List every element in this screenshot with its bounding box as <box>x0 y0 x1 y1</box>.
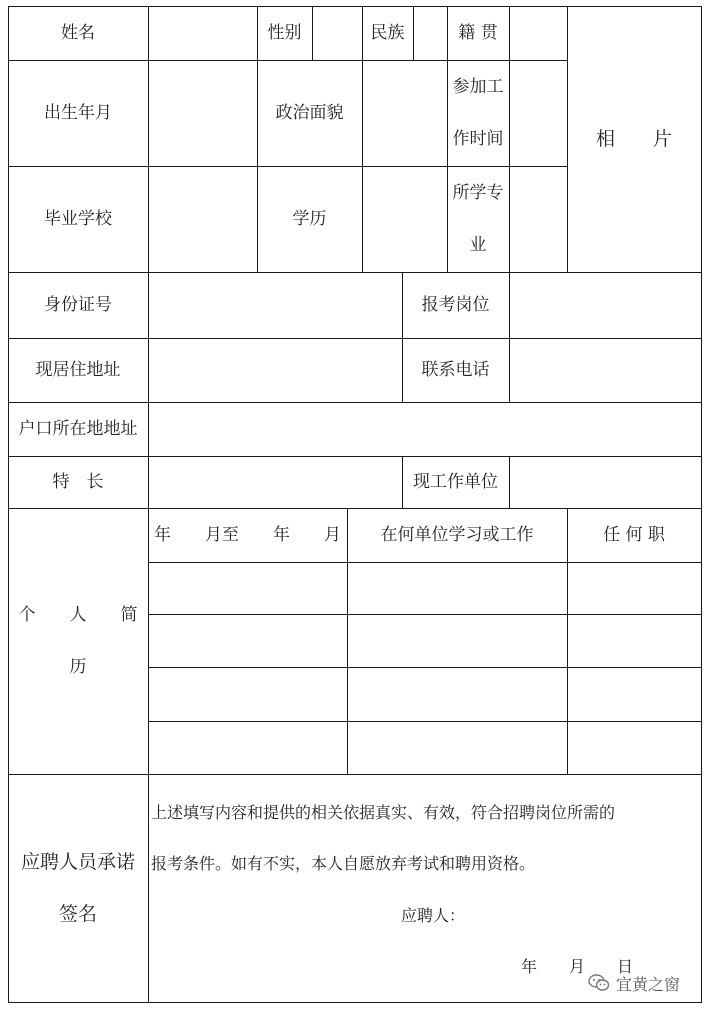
label-commitment <box>8 774 148 1002</box>
resume-title-field[interactable] <box>568 563 701 614</box>
resume-unit-field[interactable] <box>348 615 567 667</box>
label-education: 学历 <box>292 208 327 229</box>
resume-header-title: 任 何 职 <box>603 524 665 545</box>
label-photo: 相 片 <box>595 127 672 150</box>
label-gender: 性别 <box>267 22 302 43</box>
work-start-field[interactable] <box>510 61 567 166</box>
resume-period-field[interactable] <box>149 615 347 667</box>
label-major-line1: 所学专 <box>452 183 504 203</box>
school-field[interactable] <box>149 167 257 272</box>
label-hukou-address: 户口所在地地址 <box>18 418 138 439</box>
resume-unit-field[interactable] <box>348 563 567 614</box>
label-position: 报考岗位 <box>421 294 490 315</box>
label-birth: 出生年月 <box>44 102 112 123</box>
major-field[interactable] <box>510 167 567 272</box>
label-commitment-line1: 应聘人员承诺 <box>20 851 135 873</box>
label-major-line2: 业 <box>469 235 487 255</box>
signature-date: 年 月 日 <box>521 957 634 976</box>
signature-field[interactable] <box>470 900 670 932</box>
watermark <box>588 971 680 995</box>
label-political-status: 政治面貌 <box>275 102 344 123</box>
label-phone: 联系电话 <box>421 359 490 380</box>
resume-title-field[interactable] <box>568 668 701 721</box>
wechat-icon <box>588 974 610 992</box>
resume-header-unit: 在何单位学习或工作 <box>380 524 534 545</box>
political-status-field[interactable] <box>363 61 447 166</box>
photo-area[interactable] <box>568 7 701 272</box>
id-number-field[interactable] <box>149 273 402 338</box>
resume-period-field[interactable] <box>149 668 347 721</box>
specialty-field[interactable] <box>149 457 402 508</box>
label-work-start-line2: 作时间 <box>452 129 504 149</box>
phone-field[interactable] <box>510 339 701 402</box>
position-field[interactable] <box>510 273 701 338</box>
label-school: 毕业学校 <box>44 208 112 229</box>
native-place-field[interactable] <box>510 7 567 60</box>
name-field[interactable] <box>149 7 257 60</box>
commitment-text-line1: 上述填写内容和提供的相关依据真实、有效，符合招聘岗位所需的 <box>151 803 616 822</box>
birth-field[interactable] <box>149 61 257 166</box>
resume-unit-field[interactable] <box>348 668 567 721</box>
label-id-number: 身份证号 <box>44 294 112 315</box>
label-address: 现居住地址 <box>35 359 121 380</box>
ethnicity-field[interactable] <box>414 7 447 60</box>
label-work-start-line1: 参加工 <box>452 77 504 97</box>
resume-title-field[interactable] <box>568 722 701 774</box>
resume-unit-field[interactable] <box>348 722 567 774</box>
border-right <box>701 6 702 1003</box>
resume-period-field[interactable] <box>149 563 347 614</box>
label-resume-line2: 历 <box>69 657 87 677</box>
current-employer-field[interactable] <box>510 457 701 508</box>
watermark-text: 宜黄之窗 <box>616 974 681 994</box>
label-ethnicity: 民族 <box>370 22 405 43</box>
label-name: 姓名 <box>61 22 95 43</box>
label-native-place: 籍 贯 <box>458 22 498 43</box>
resume-title-field[interactable] <box>568 615 701 667</box>
label-commitment-line2: 签名 <box>58 903 97 925</box>
label-major <box>447 166 509 272</box>
label-specialty: 特 长 <box>52 471 104 492</box>
gender-field[interactable] <box>313 7 362 60</box>
label-current-employer: 现工作单位 <box>413 471 498 492</box>
label-resume-line1: 个 人 简 <box>18 605 138 625</box>
commitment-text-line2: 报考条件。如有不实，本人自愿放弃考试和聘用资格。 <box>151 854 536 873</box>
label-resume <box>8 508 148 774</box>
education-field[interactable] <box>363 167 447 272</box>
resume-header-period: 年 月至 年 月 <box>154 524 341 545</box>
hukou-address-field[interactable] <box>149 403 701 456</box>
applicant-signature-label: 应聘人： <box>401 906 466 925</box>
address-field[interactable] <box>149 339 402 402</box>
resume-period-field[interactable] <box>149 722 347 774</box>
label-work-start <box>447 60 509 166</box>
border-bottom <box>8 1002 702 1003</box>
